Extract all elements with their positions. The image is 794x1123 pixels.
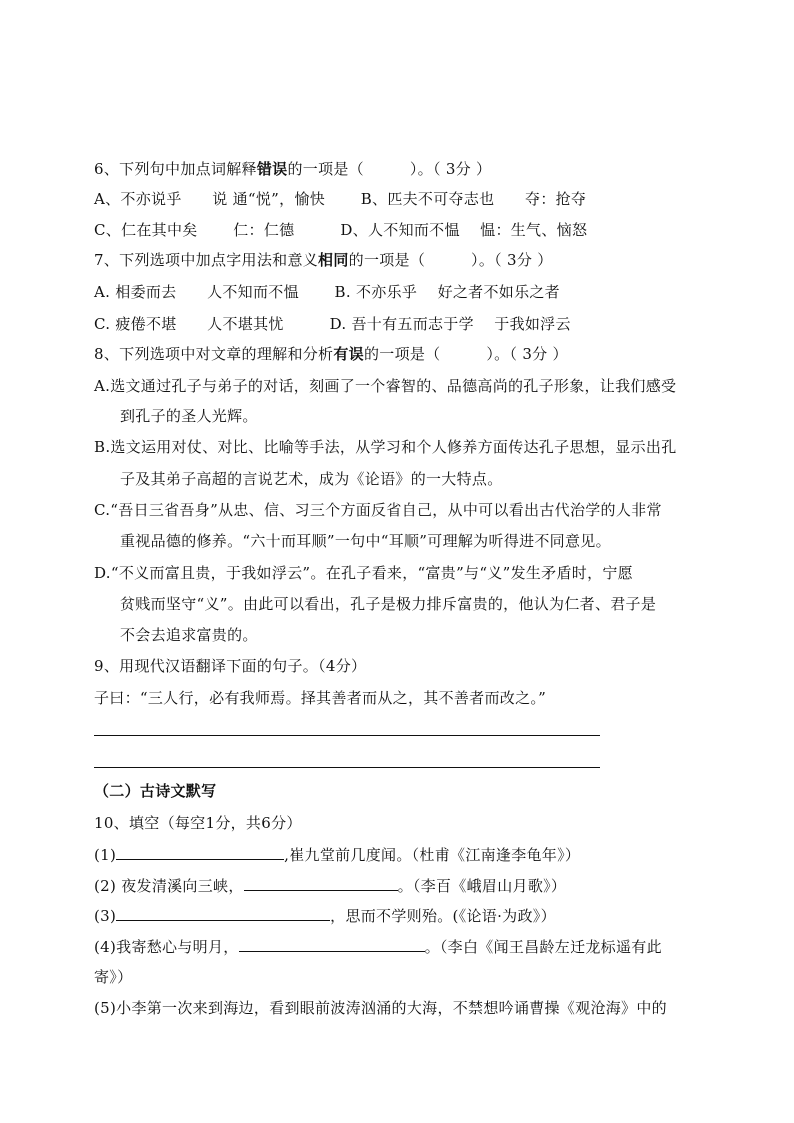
q10-item-4-prefix: (4)我寄愁心与明月， <box>94 938 239 956</box>
q8-stem-text: 8、下列选项中对文章的理解和分析 <box>94 345 334 363</box>
q10-item-5: (5)小李第一次来到海边，看到眼前波涛汹涌的大海，不禁想吟诵曹操《观沧海》中的 <box>94 999 667 1017</box>
q10-item-4 <box>94 936 662 957</box>
q8-option-d-line3: 不会去追求富贵的。 <box>120 626 258 644</box>
q9-quote: 子曰：“三人行，必有我师焉。择其善者而从之，其不善者而改之。” <box>94 689 547 707</box>
q8-option-c-line2: 重视品德的修养。“六十而耳顺”一句中“耳顺”可理解为听得进不同意见。 <box>120 532 611 550</box>
q8-keyword: 有误 <box>333 345 364 363</box>
q8-option-d-line2: 贫贱而坚守“义”。由此可以看出，孔子是极力排斥富贵的，他认为仁者、君子是 <box>120 595 657 613</box>
q7-stem-tail: 的一项是（ ）。（ 3分 ） <box>348 251 553 269</box>
q8-option-d-line1: D.“不义而富且贵，于我如浮云”。在孔子看来，“富贵”与“义”发生矛盾时，宁愿 <box>94 564 633 582</box>
q10-item-1 <box>94 844 580 865</box>
q6-option-ab: A、不亦说乎 说 通“悦”，愉快 B、匹夫不可夺志也 夺：抢夺 <box>94 190 587 208</box>
q10-blank-3[interactable] <box>116 905 330 921</box>
q6-stem-text: 6、下列句中加点词解释 <box>94 160 257 178</box>
q10-item-3-prefix: (3) <box>94 907 117 925</box>
q6-stem <box>94 159 491 179</box>
q8-option-b-line2: 子及其弟子高超的言说艺术，成为《论语》的一大特点。 <box>120 470 503 488</box>
q9-stem: 9、用现代汉语翻译下面的句子。（4分） <box>94 657 367 675</box>
q6-option-cd: C、仁在其中矣 仁：仁德 D、人不知而不愠 愠：生气、恼怒 <box>94 221 588 239</box>
q10-item-1-prefix: (1) <box>94 846 117 864</box>
q10-item-2-prefix: (2) 夜发清溪向三峡， <box>94 877 244 895</box>
q8-option-a-line1: A.选文通过孔子与弟子的对话，刻画了一个睿智的、品德高尚的孔子形象，让我们感受 <box>94 377 677 395</box>
q7-stem-text: 7、下列选项中加点字用法和意义 <box>94 251 319 269</box>
q8-option-c-line1: C.“吾日三省吾身”从忠、信、习三个方面反省自己，从中可以看出古代治学的人非常 <box>94 501 662 519</box>
q10-blank-1[interactable] <box>116 844 284 860</box>
q8-option-b-line1: B.选文运用对仗、对比、比喻等手法，从学习和个人修养方面传达孔子思想，显示出孔 <box>94 438 677 456</box>
q10-stem: 10、填空（每空1分，共6分） <box>94 814 302 832</box>
q7-keyword: 相同 <box>318 251 349 269</box>
q8-stem-tail: 的一项是（ ）。（ 3分 ） <box>363 345 568 363</box>
q6-keyword: 错误 <box>256 160 288 178</box>
q8-stem <box>94 344 568 364</box>
q8-option-a-line2: 到孔子的圣人光辉。 <box>120 407 258 425</box>
q9-answer-line-1[interactable] <box>94 735 600 736</box>
q10-blank-4[interactable] <box>239 936 425 952</box>
q10-item-1-suffix: ,崔九堂前几度闻。（杜甫《江南逢李龟年》） <box>284 846 581 864</box>
section-title: （二）古诗文默写 <box>94 782 217 800</box>
q10-blank-2[interactable] <box>244 875 398 891</box>
q10-item-2-suffix: 。（李百《峨眉山月歌》） <box>397 877 567 895</box>
q7-stem <box>94 250 553 270</box>
q7-option-ab: A. 相委而去 人不知而不愠 B. 不亦乐乎 好之者不如乐之者 <box>94 283 560 301</box>
q10-item-3 <box>94 905 556 926</box>
q10-item-3-suffix: ，思而不学则殆。(《论语·为政》） <box>330 907 556 925</box>
q9-answer-line-2[interactable] <box>94 767 600 768</box>
q6-stem-tail: 的一项是（ ）。（ 3分 ） <box>287 160 492 178</box>
q10-item-2 <box>94 875 566 896</box>
q10-item-4-continued: 寄》） <box>94 968 133 986</box>
q10-item-4-suffix: 。（李白《闻王昌龄左迁龙标遥有此 <box>424 938 662 956</box>
q7-option-cd: C. 疲倦不堪 人不堪其忧 D. 吾十有五而志于学 于我如浮云 <box>94 315 571 333</box>
